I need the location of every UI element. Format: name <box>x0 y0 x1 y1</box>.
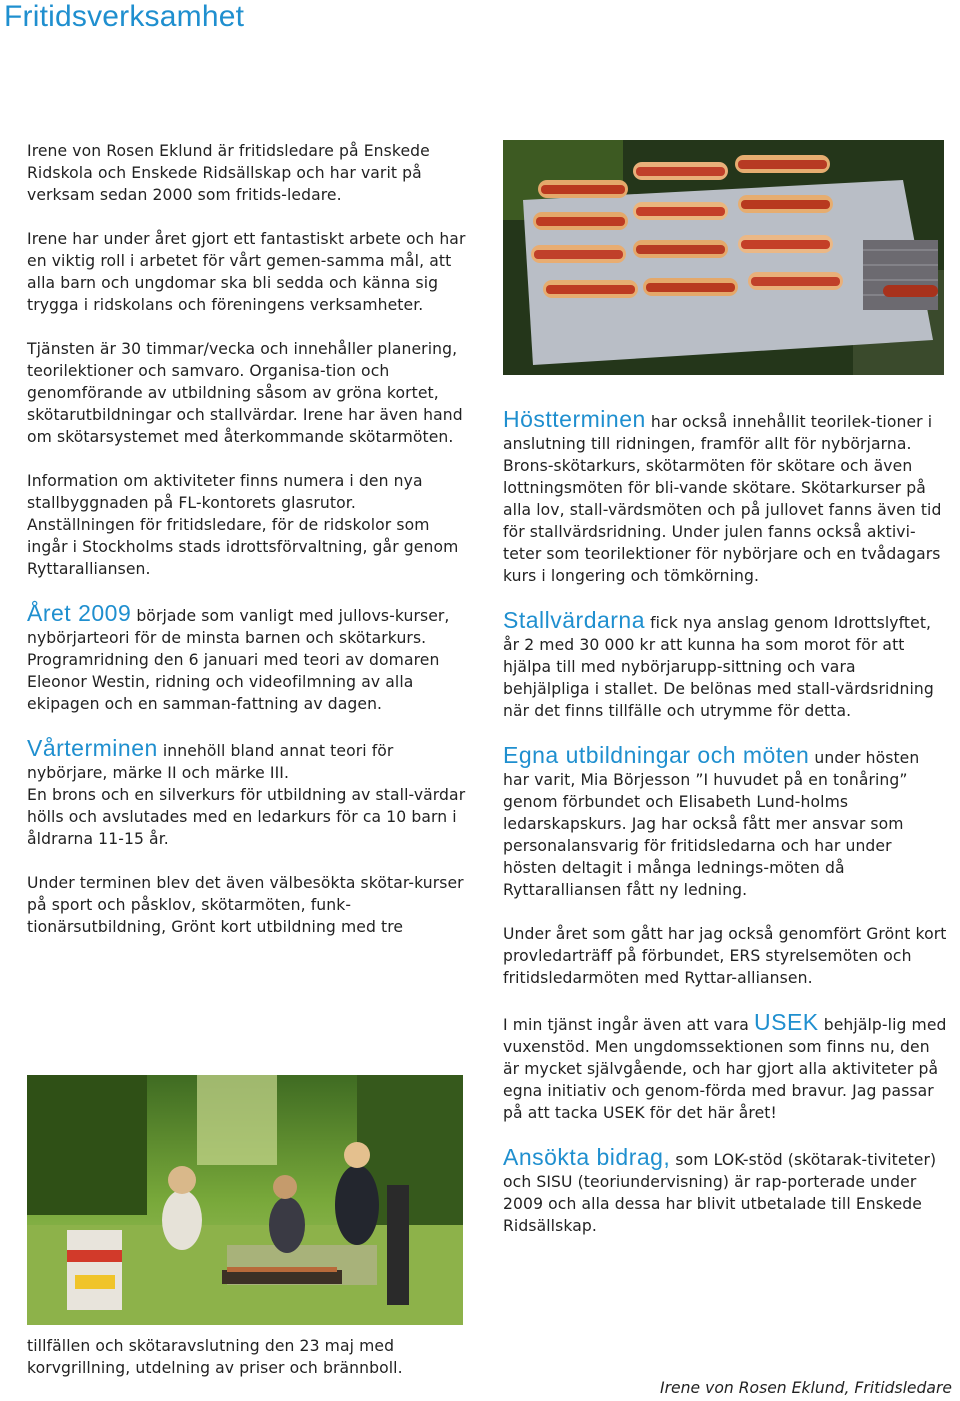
left-column <box>27 140 467 960</box>
term-continuation <box>27 1335 467 1379</box>
usek-post: behjälp-lig med vuxenstöd. Men ungdomssektionen som finns nu, den är mycket självgående, och har gjort alla aktiviteter på egna initiativ och genom-förda med bravur. Jag passar på att tacka USEK för det här året! <box>503 1016 947 1122</box>
signature: Irene von Rosen Eklund, Fritidsledare <box>660 1379 952 1397</box>
info-paragraph: Information om aktiviteter finns numera i den nya stallbyggnaden på FL-kontorets glasrutor. Anställningen för fritidsledare, för de ridskolor som ingår i Stockholms stads idrottsförvaltning, går genom Ryttaralliansen. <box>27 472 459 578</box>
grill-party-image <box>27 1075 463 1325</box>
year-paragraph <box>27 602 467 715</box>
own-training-heading: Egna utbildningar och möten <box>503 742 810 768</box>
spring-text: innehöll bland annat teori för nybörjare, märke II och märke III. <box>27 742 394 782</box>
year-text: började som vanligt med jullovs-kurser, nybörjarteori för de minsta barnen och skötarkurs. Programridning den 6 januari med teori av domaren Eleonor Westin, ridning och videofilmning av alla ekipagen och en samman-fattning av dagen. <box>27 607 450 713</box>
spring-heading: Vårterminen <box>27 735 158 761</box>
term-paragraph: Under terminen blev det även välbesökta skötar-kurser på sport och påsklov, skötarmöten, funk-tionärsutbildning, Grönt kort utbildning med tre <box>27 874 464 936</box>
autumn-paragraph <box>503 408 947 587</box>
year-over-paragraph: Under året som gått har jag också genomfört Grönt kort provledarträff på förbundet, ERS styrelsemöten och fritidsledarmöten med Ryttar-alliansen. <box>503 925 947 987</box>
own-training-paragraph <box>503 744 947 901</box>
autumn-text: har också innehållit teorilek-tioner i anslutning till ridningen, framför allt för nybörjarna. Brons-skötarkurs, skötarmöten för skötare och även lottningsmöten för bli-vande skötare. Skötarkurser på alla lov, stall-värdsmöten och på jullovet fanns även tid för stallvärdsridning. Under julen fanns också aktivi-teter som teorilektioner för nybörjare och en tvådagars kurs i longering och tömkörning. <box>503 413 942 585</box>
term-continuation-text: tillfällen och skötaravslutning den 23 maj med korvgrillning, utdelning av priser och brännboll. <box>27 1337 403 1377</box>
intro-paragraph: Irene von Rosen Eklund är fritidsledare på Enskede Ridskola och Enskede Ridsällskap och har varit på verksam sedan 2000 som fritids-ledare. <box>27 142 430 204</box>
spring-paragraph <box>27 737 467 784</box>
autumn-heading: Höstterminen <box>503 406 646 432</box>
usek-heading: USEK <box>754 1009 819 1035</box>
grill-party-photo <box>27 1075 463 1325</box>
hot-dogs-image <box>503 140 944 375</box>
hot-dogs-photo <box>503 140 944 375</box>
job-paragraph: Tjänsten är 30 timmar/vecka och innehåller planering, teorilektioner och samvaro. Organisa-tion och genomförande av utbildning såsom av gröna kortet, skötarutbildningar och stallvärdar. Irene har även hand om skötarsystemet med återkommande skötarmöten. <box>27 340 463 446</box>
role-paragraph: Irene har under året gjort ett fantastiskt arbete och har en viktig roll i arbetet för vårt gemen-samma mål, att alla barn och ungdomar ska bli sedda och känna sig trygga i ridskolans och föreningens verksamheter. <box>27 230 466 314</box>
right-column <box>503 408 947 1259</box>
own-training-text: under hösten har varit, Mia Börjesson ”I huvudet på en tonåring” genom förbundet och Elisabeth Lund-holms ledarskapskurs. Jag har också fått mer ansvar som personalansvarig för fritidsledarna och har under hösten deltagit i många lednings-möten då Ryttaralliansen fått ny ledning. <box>503 749 920 899</box>
stall-text: fick nya anslag genom Idrottslyftet, år 2 med 30 000 kr att kunna ha som morot för att hjälpa till med nybörjarupp-sittning och vara behjälpliga i stallet. De belönas med stall-värdsridning när det finns tillfälle och utrymme för detta. <box>503 614 934 720</box>
page-title: Fritidsverksamhet <box>4 0 245 33</box>
usek-pre: I min tjänst ingår även att vara <box>503 1016 749 1034</box>
grant-heading: Ansökta bidrag, <box>503 1144 671 1170</box>
usek-paragraph <box>503 1011 947 1124</box>
grant-paragraph <box>503 1146 947 1237</box>
grant-text: som LOK-stöd (skötarak-tiviteter) och SISU (teoriundervisning) är rap-porterade under 2009 och alla dessa har blivit utbetalade till Enskede Ridsällskap. <box>503 1151 937 1235</box>
stall-paragraph <box>503 609 947 722</box>
spring-paragraph-2: En brons och en silverkurs för utbildning av stall-värdar hölls och avslutades med en ledarkurs för ca 10 barn i åldrarna 11-15 år. <box>27 786 466 848</box>
stall-heading: Stallvärdarna <box>503 607 646 633</box>
year-heading: Året 2009 <box>27 600 132 626</box>
